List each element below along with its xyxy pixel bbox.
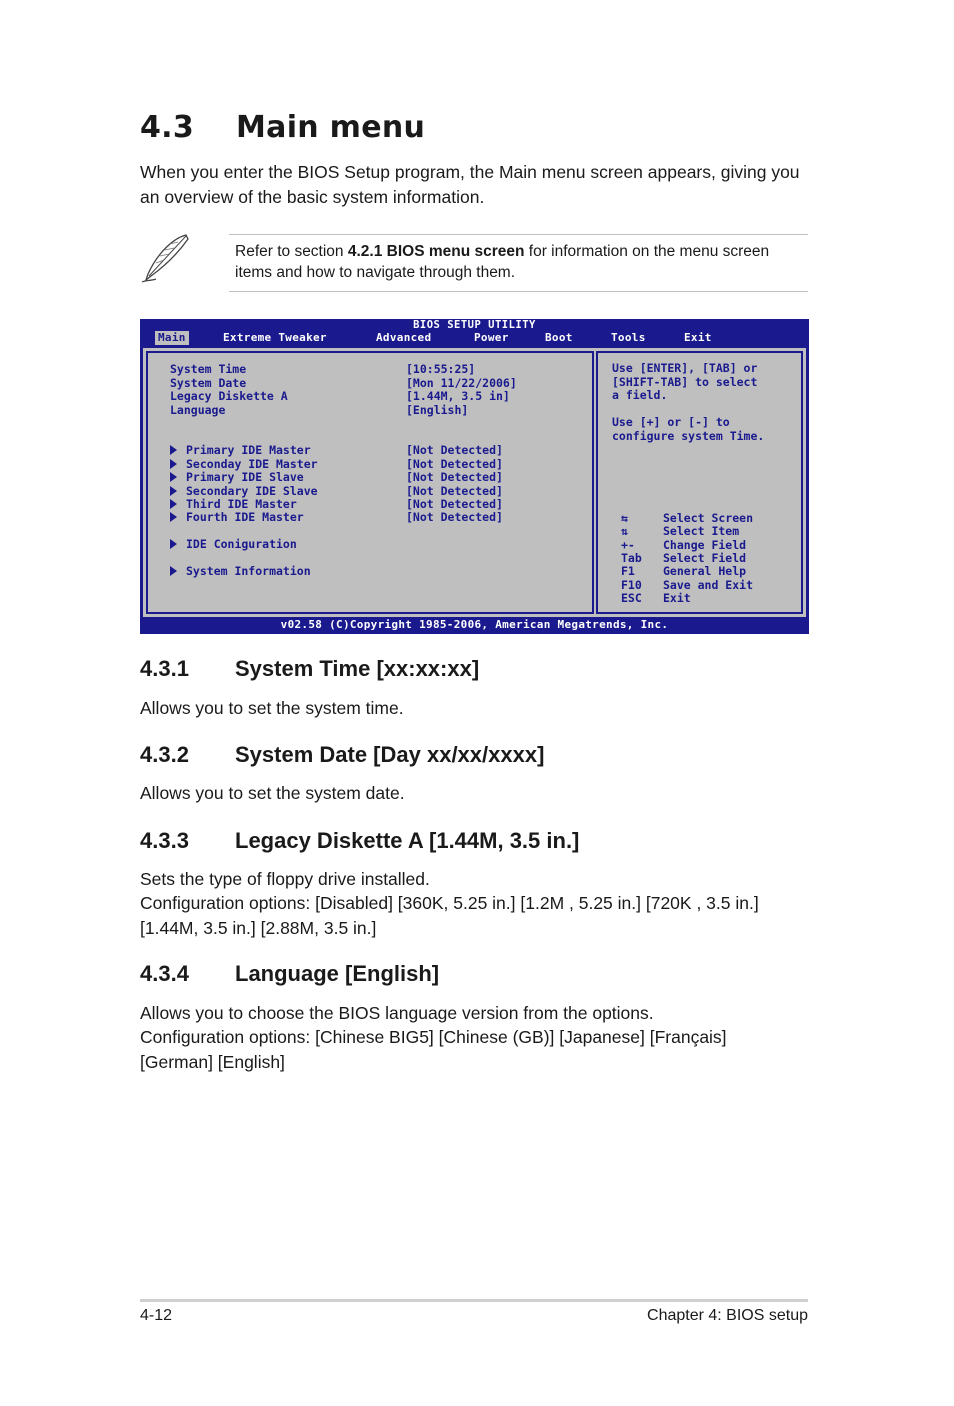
bios-tab-boot[interactable]: Boot [545, 331, 573, 344]
section-number: 4.3 [140, 110, 195, 145]
note-section-ref: 4.2.1 BIOS menu screen [347, 243, 525, 260]
bios-key-desc: Select Field [663, 551, 747, 565]
subsection-number: 4.3.2 [140, 742, 189, 767]
bios-help-line: configure system Time. [612, 429, 765, 443]
bios-tab-exit[interactable]: Exit [684, 331, 712, 344]
bios-item-label: Seconday IDE Master [186, 457, 318, 471]
page-number: 4-12 [140, 1307, 173, 1324]
bios-menu-bar [140, 331, 809, 345]
bios-screen [140, 319, 809, 634]
subsection-title: Language [English] [235, 961, 440, 986]
bios-help-line: Use [ENTER], [TAB] or [612, 361, 758, 375]
triangle-right-icon [170, 539, 177, 549]
bios-item-value: [Not Detected] [406, 497, 503, 511]
subsection-body: Allows you to set the system date. [140, 783, 405, 803]
bios-field-system-time[interactable]: System Time [170, 362, 247, 376]
bios-item-label: Secondary IDE Slave [186, 484, 318, 498]
bios-item-value: [Not Detected] [406, 443, 503, 457]
bios-item-primary-ide-slave[interactable] [170, 471, 304, 484]
subsection-body: Configuration options: [Chinese BIG5] [Chinese (GB)] [Japanese] [Français] [German] [English] [140, 1027, 727, 1072]
triangle-right-icon [170, 486, 177, 496]
note-text [235, 241, 810, 283]
triangle-right-icon [170, 472, 177, 482]
subsection-heading [140, 656, 479, 682]
bios-key-desc: Select Item [663, 524, 740, 538]
note-bottom-rule [229, 291, 808, 292]
bios-key-desc: General Help [663, 564, 747, 578]
bios-key-desc: Exit [663, 591, 691, 605]
bios-copyright: v02.58 (C)Copyright 1985-2006, American Megatrends, Inc. [280, 618, 669, 631]
note-suffix: for information on the menu screen items and how to navigate through them. [235, 243, 770, 281]
bios-title: BIOS SETUP UTILITY [413, 319, 536, 331]
bios-tab-main[interactable]: Main [155, 331, 189, 345]
bios-field-language[interactable]: Language [170, 403, 226, 417]
chapter-label: Chapter 4: BIOS setup [647, 1307, 808, 1324]
subsection-heading [140, 961, 439, 987]
note-top-rule [229, 234, 808, 235]
bios-key-desc: Select Screen [663, 511, 754, 525]
section-title: Main menu [236, 110, 426, 145]
bios-item-fourth-ide-master[interactable] [170, 511, 304, 524]
bios-field-legacy-diskette[interactable]: Legacy Diskette A [170, 389, 288, 403]
bios-item-label: Primary IDE Master [186, 443, 311, 457]
left-right-arrows-icon: ⇆ [621, 511, 628, 525]
bios-key-desc: Change Field [663, 538, 747, 552]
bios-help-line: Use [+] or [-] to [612, 415, 730, 429]
bios-item-primary-ide-master[interactable] [170, 444, 311, 457]
subsection-title: System Date [Day xx/xx/xxxx] [235, 742, 545, 767]
subsection-body: Allows you to choose the BIOS language version from the options. [140, 1003, 654, 1023]
bios-item-label: Primary IDE Slave [186, 470, 304, 484]
bios-key: F10 [621, 578, 642, 592]
bios-help-line: a field. [612, 388, 668, 402]
triangle-right-icon [170, 499, 177, 509]
up-down-arrows-icon: ⇅ [621, 524, 628, 538]
subsection-number: 4.3.1 [140, 656, 189, 681]
bios-tab-power[interactable]: Power [474, 331, 509, 344]
bios-submenu-label: System Information [186, 564, 311, 578]
bios-value-system-time: [10:55:25] [406, 362, 476, 376]
subsection-number: 4.3.3 [140, 828, 189, 853]
page-title [140, 110, 425, 145]
bios-value-legacy-diskette: [1.44M, 3.5 in] [406, 389, 510, 403]
triangle-right-icon [170, 459, 177, 469]
intro-paragraph: When you enter the BIOS Setup program, the Main menu screen appears, giving you an overview of the basic system information. [140, 162, 800, 207]
triangle-right-icon [170, 512, 177, 522]
subsection-body: Allows you to set the system time. [140, 698, 404, 718]
bios-item-label: Third IDE Master [186, 497, 297, 511]
bios-panel [143, 348, 806, 617]
triangle-right-icon [170, 566, 177, 576]
bios-tab-tools[interactable]: Tools [611, 331, 646, 344]
bios-tab-advanced[interactable]: Advanced [376, 331, 432, 344]
footer-rule [140, 1299, 808, 1302]
bios-key: Tab [621, 551, 642, 565]
bios-item-value: [Not Detected] [406, 470, 503, 484]
bios-key: +- [621, 538, 635, 552]
subsection-body: Configuration options: [Disabled] [360K, 5.25 in.] [1.2M , 5.25 in.] [720K , 3.5 in.] [1.44M, 3.5 in.] [2.88M, 3.5 in.] [140, 893, 759, 938]
bios-field-system-date[interactable]: System Date [170, 376, 247, 390]
subsection-title: System Time [xx:xx:xx] [235, 656, 480, 681]
bios-value-language: [English] [406, 403, 469, 417]
subsection-title: Legacy Diskette A [1.44M, 3.5 in.] [235, 828, 580, 853]
subsection-number: 4.3.4 [140, 961, 189, 986]
bios-key: F1 [621, 564, 635, 578]
bios-item-value: [Not Detected] [406, 457, 503, 471]
bios-key-desc: Save and Exit [663, 578, 754, 592]
bios-key: ESC [621, 591, 642, 605]
triangle-right-icon [170, 445, 177, 455]
bios-item-value: [Not Detected] [406, 484, 503, 498]
feather-pen-icon [136, 230, 194, 288]
subsection-heading [140, 742, 544, 768]
bios-help-line: [SHIFT-TAB] to select [612, 375, 758, 389]
bios-tab-extreme-tweaker[interactable]: Extreme Tweaker [223, 331, 327, 344]
bios-item-label: Fourth IDE Master [186, 510, 304, 524]
note-prefix: Refer to section [235, 243, 348, 260]
subsection-heading [140, 828, 579, 854]
bios-submenu-label: IDE Coniguration [186, 537, 297, 551]
bios-item-value: [Not Detected] [406, 510, 503, 524]
bios-submenu-system-information[interactable] [170, 565, 311, 578]
bios-value-system-date: [Mon 11/22/2006] [406, 376, 517, 390]
bios-submenu-ide-configuration[interactable] [170, 538, 297, 551]
subsection-body: Sets the type of floppy drive installed. [140, 869, 430, 889]
